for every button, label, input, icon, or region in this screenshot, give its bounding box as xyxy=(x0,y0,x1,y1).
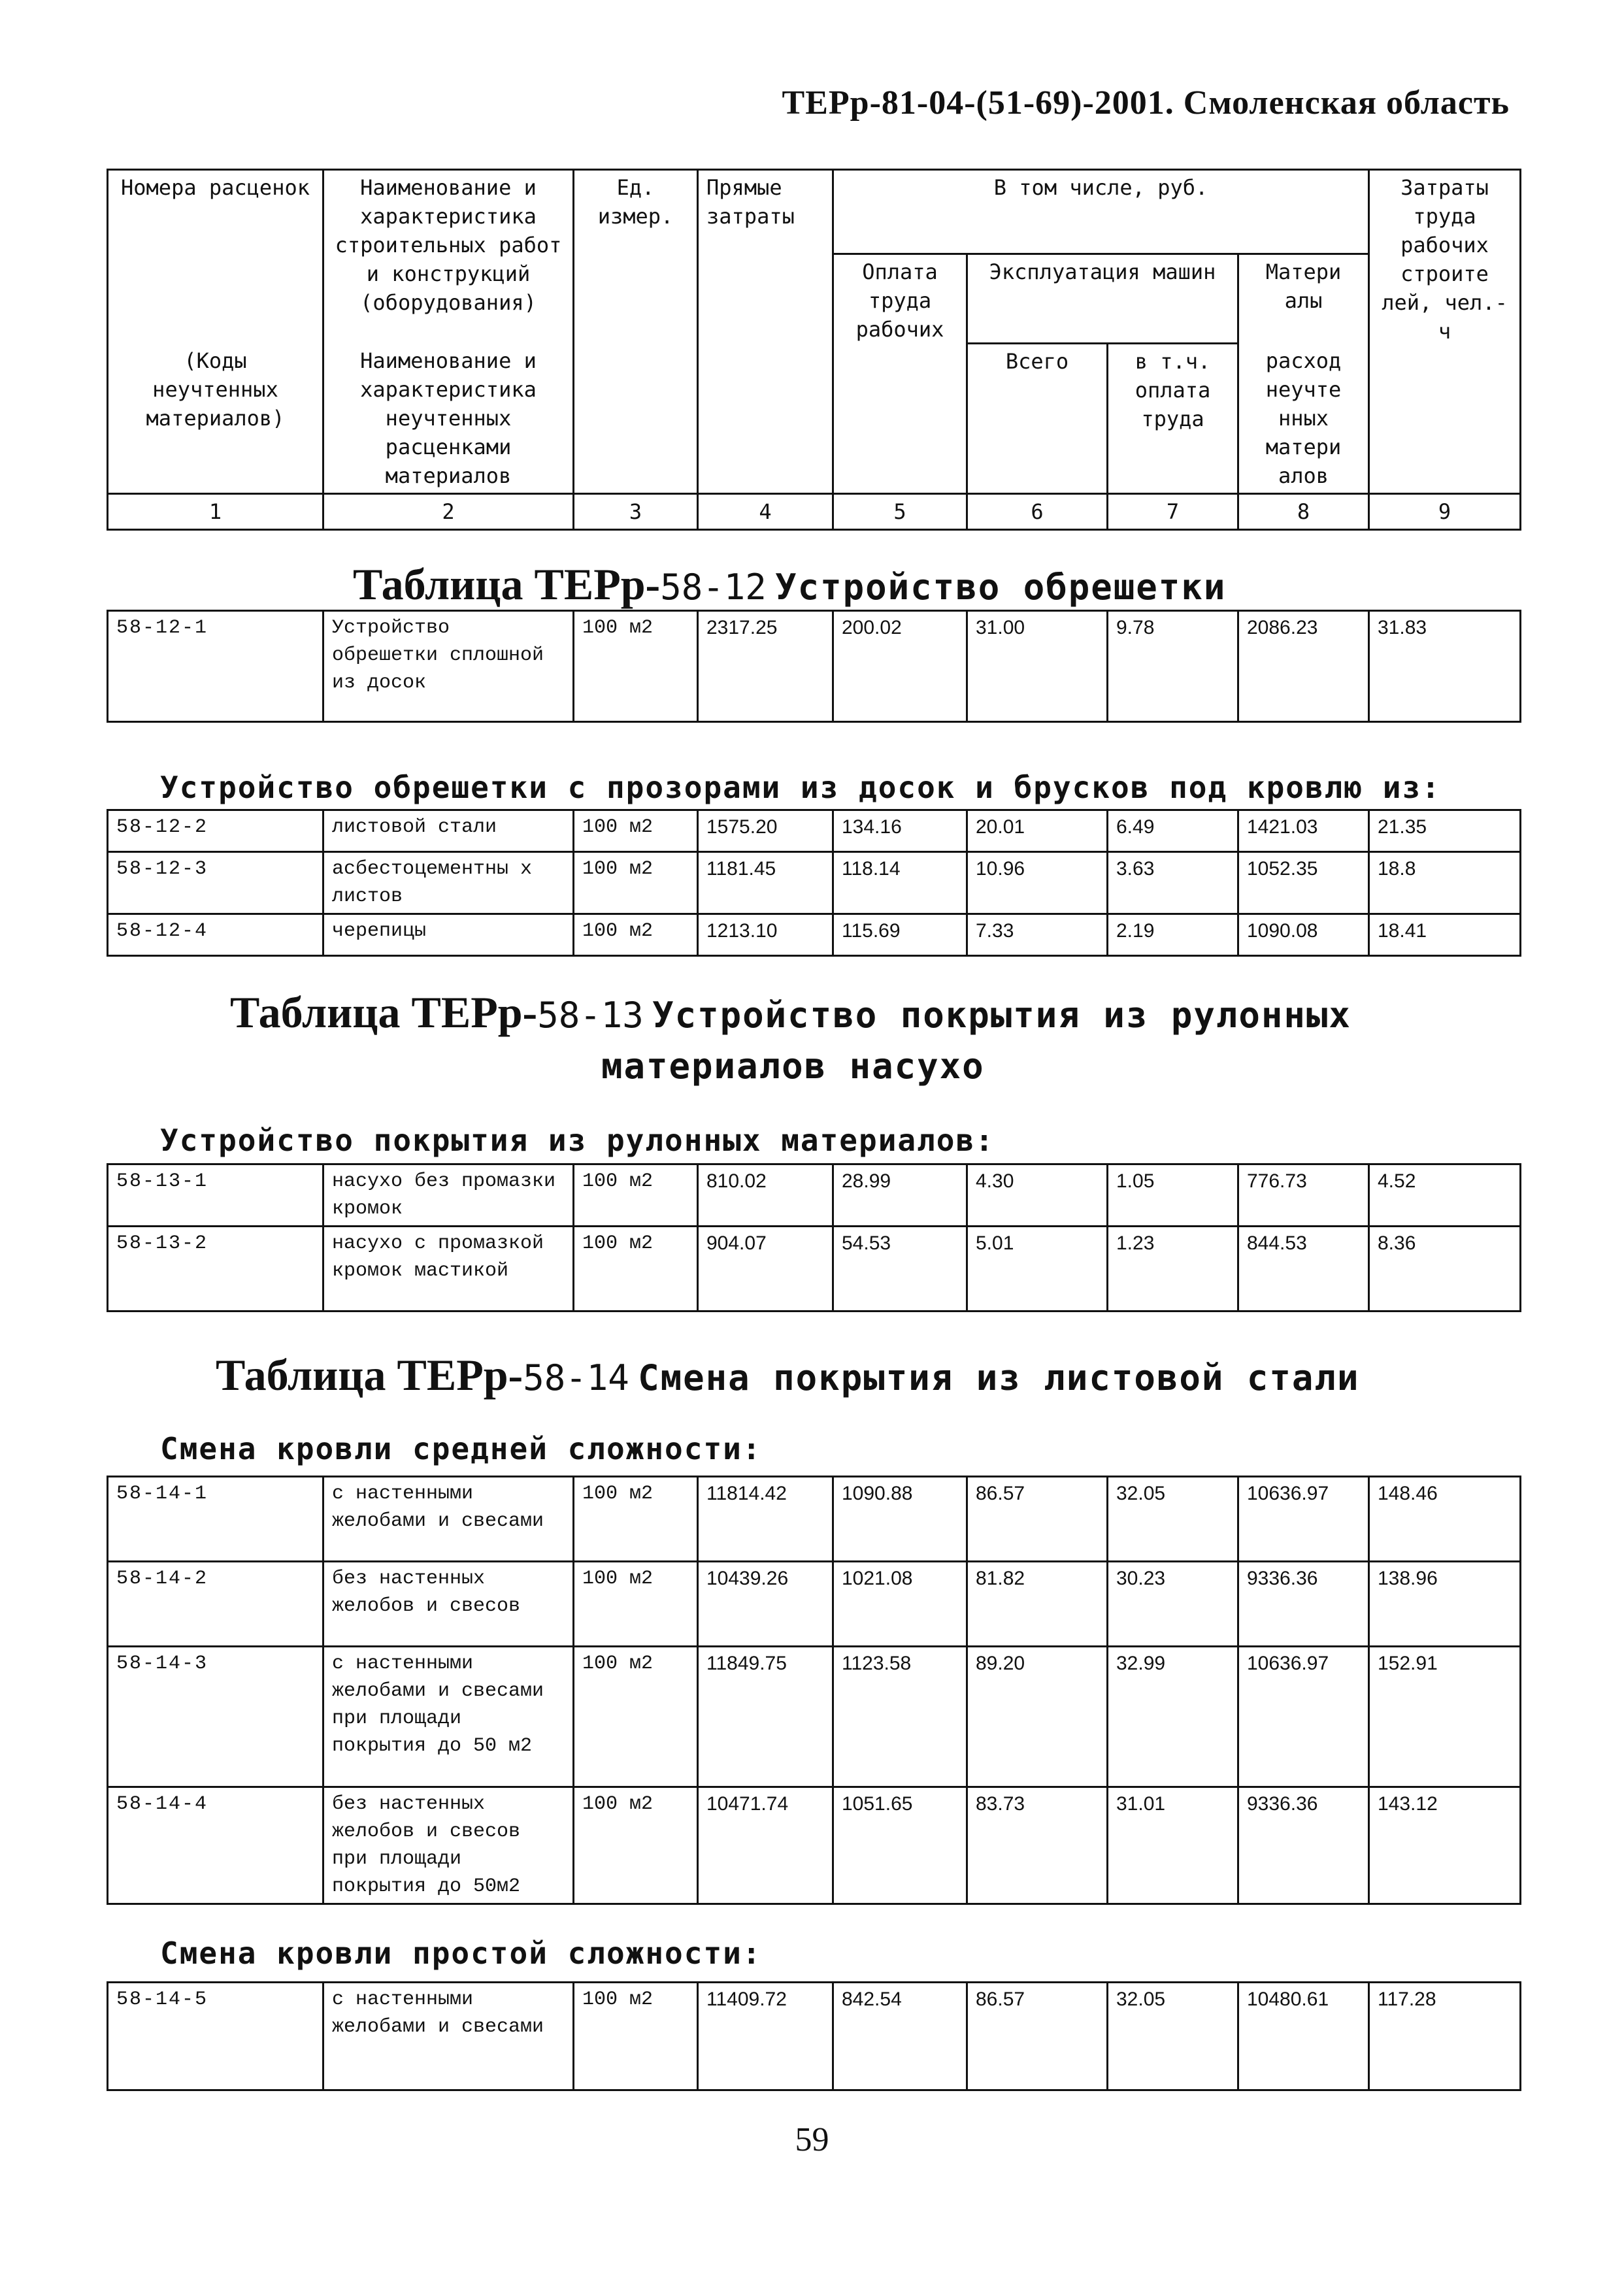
rates-table-58-14-simple xyxy=(107,1981,1521,2091)
rate-hours: 18.41 xyxy=(1369,914,1521,956)
table-row xyxy=(108,1983,1521,2090)
rate-machines-labor: 1.23 xyxy=(1108,1227,1238,1311)
rate-unit: 100 м2 xyxy=(574,1227,698,1311)
rate-materials: 776.73 xyxy=(1238,1164,1369,1227)
table-label: Таблица ТЕРр- xyxy=(216,1350,523,1400)
rate-unit: 100 м2 xyxy=(574,852,698,914)
table-row xyxy=(108,1562,1521,1647)
rate-direct: 11814.42 xyxy=(698,1477,833,1562)
rates-table-58-12-1 xyxy=(107,610,1521,723)
rate-machines-labor: 32.05 xyxy=(1108,1477,1238,1562)
header-number: 9 xyxy=(1369,493,1521,529)
rate-labor: 842.54 xyxy=(833,1983,967,2090)
rate-direct: 10471.74 xyxy=(698,1787,833,1904)
rate-code: 58-14-3 xyxy=(108,1647,323,1787)
table-row xyxy=(108,1787,1521,1904)
table-row xyxy=(108,810,1521,852)
rate-machines-labor: 32.05 xyxy=(1108,1983,1238,2090)
table-row xyxy=(108,914,1521,956)
table-row xyxy=(108,1477,1521,1562)
rate-unit: 100 м2 xyxy=(574,1983,698,2090)
header-direct-costs: Прямые затраты xyxy=(698,170,833,494)
rate-machines: 10.96 xyxy=(967,852,1108,914)
rate-materials: 1421.03 xyxy=(1238,810,1369,852)
table-name: Устройство покрытия из рулонных xyxy=(652,995,1351,1036)
header-labor-pay: Оплата труда рабочих xyxy=(833,254,967,494)
column-header-table xyxy=(107,169,1521,531)
rate-name: насухо без промазки кромок xyxy=(323,1164,574,1227)
header-materials-bottom: расход неучте нных матери алов xyxy=(1238,344,1369,494)
header-number: 4 xyxy=(698,493,833,529)
rate-direct: 11409.72 xyxy=(698,1983,833,2090)
rate-code: 58-13-1 xyxy=(108,1164,323,1227)
subheading-58-13: Устройство покрытия из рулонных материалов: xyxy=(160,1123,995,1158)
subheading-58-12: Устройство обрешетки с прозорами из досок и брусков под кровлю из: xyxy=(160,770,1441,805)
rate-code: 58-12-1 xyxy=(108,611,323,722)
rate-code: 58-14-1 xyxy=(108,1477,323,1562)
rate-unit: 100 м2 xyxy=(574,1787,698,1904)
rate-code: 58-14-2 xyxy=(108,1562,323,1647)
rate-name: с настенными желобами и свесами xyxy=(323,1983,574,2090)
rate-labor: 28.99 xyxy=(833,1164,967,1227)
header-machines: Эксплуатация машин xyxy=(967,254,1238,344)
rate-machines-labor: 30.23 xyxy=(1108,1562,1238,1647)
rate-name: с настенными желобами и свесами xyxy=(323,1477,574,1562)
rate-machines: 81.82 xyxy=(967,1562,1108,1647)
header-machines-incl-labor: в т.ч. оплата труда xyxy=(1108,344,1238,494)
rate-hours: 117.28 xyxy=(1369,1983,1521,2090)
rate-unit: 100 м2 xyxy=(574,1647,698,1787)
rate-direct: 810.02 xyxy=(698,1164,833,1227)
rate-machines: 5.01 xyxy=(967,1227,1108,1311)
rate-labor: 200.02 xyxy=(833,611,967,722)
rate-name: без настенных желобов и свесов при площади покрытия до 50м2 xyxy=(323,1787,574,1904)
rate-hours: 18.8 xyxy=(1369,852,1521,914)
rate-materials: 10480.61 xyxy=(1238,1983,1369,2090)
table-code: 58-13 xyxy=(537,995,644,1036)
subheading-58-14-medium: Смена кровли средней сложности: xyxy=(160,1431,762,1466)
rate-hours: 152.91 xyxy=(1369,1647,1521,1787)
header-labor-hours: Затраты труда рабочих строите лей, чел.-ч xyxy=(1369,170,1521,494)
rate-code: 58-12-4 xyxy=(108,914,323,956)
rate-direct: 10439.26 xyxy=(698,1562,833,1647)
rate-materials: 9336.36 xyxy=(1238,1787,1369,1904)
table-label: Таблица ТЕРр- xyxy=(230,987,538,1037)
rate-code: 58-12-2 xyxy=(108,810,323,852)
rate-hours: 31.83 xyxy=(1369,611,1521,722)
rate-materials: 2086.23 xyxy=(1238,611,1369,722)
header-col2-bottom: Наименование и характеристика неучтенных расценками материалов xyxy=(323,344,574,494)
header-number: 2 xyxy=(323,493,574,529)
rate-name: асбестоцементны х листов xyxy=(323,852,574,914)
rate-hours: 138.96 xyxy=(1369,1562,1521,1647)
header-number: 5 xyxy=(833,493,967,529)
rate-machines: 89.20 xyxy=(967,1647,1108,1787)
rate-machines: 86.57 xyxy=(967,1983,1108,2090)
running-head: ТЕРр-81-04-(51-69)-2001. Смоленская область xyxy=(782,84,1510,122)
rate-machines-labor: 31.01 xyxy=(1108,1787,1238,1904)
rate-materials: 1090.08 xyxy=(1238,914,1369,956)
table-name-line2: материалов насухо xyxy=(601,1046,985,1087)
rate-code: 58-13-2 xyxy=(108,1227,323,1311)
rate-machines: 7.33 xyxy=(967,914,1108,956)
table-code: 58-12 xyxy=(660,567,767,608)
rate-direct: 2317.25 xyxy=(698,611,833,722)
rate-machines-labor: 9.78 xyxy=(1108,611,1238,722)
rate-machines-labor: 3.63 xyxy=(1108,852,1238,914)
header-col1-bottom: (Коды неучтенных материалов) xyxy=(108,344,323,494)
rate-machines-labor: 2.19 xyxy=(1108,914,1238,956)
rate-labor: 1123.58 xyxy=(833,1647,967,1787)
page-number: 59 xyxy=(795,2121,829,2158)
table-row xyxy=(108,611,1521,722)
rate-machines: 4.30 xyxy=(967,1164,1108,1227)
rate-machines: 86.57 xyxy=(967,1477,1108,1562)
header-machines-total: Всего xyxy=(967,344,1108,494)
rate-labor: 1090.88 xyxy=(833,1477,967,1562)
rate-direct: 904.07 xyxy=(698,1227,833,1311)
rate-materials: 10636.97 xyxy=(1238,1477,1369,1562)
rate-hours: 8.36 xyxy=(1369,1227,1521,1311)
rate-unit: 100 м2 xyxy=(574,1477,698,1562)
rate-labor: 118.14 xyxy=(833,852,967,914)
rate-name: насухо с промазкой кромок мастикой xyxy=(323,1227,574,1311)
header-number: 1 xyxy=(108,493,323,529)
rate-hours: 21.35 xyxy=(1369,810,1521,852)
rate-machines: 83.73 xyxy=(967,1787,1108,1904)
rate-machines: 31.00 xyxy=(967,611,1108,722)
rate-direct: 1575.20 xyxy=(698,810,833,852)
rate-unit: 100 м2 xyxy=(574,1562,698,1647)
header-number: 3 xyxy=(574,493,698,529)
subheading-58-14-simple: Смена кровли простой сложности: xyxy=(160,1936,762,1971)
rate-unit: 100 м2 xyxy=(574,611,698,722)
rate-machines: 20.01 xyxy=(967,810,1108,852)
rate-machines-labor: 1.05 xyxy=(1108,1164,1238,1227)
table-name: Устройство обрешетки xyxy=(775,567,1227,608)
table-label: Таблица ТЕРр- xyxy=(353,559,661,609)
table-row xyxy=(108,1227,1521,1311)
rate-name: без настенных желобов и свесов xyxy=(323,1562,574,1647)
rate-labor: 1021.08 xyxy=(833,1562,967,1647)
rate-direct: 1213.10 xyxy=(698,914,833,956)
rate-direct: 1181.45 xyxy=(698,852,833,914)
rate-labor: 54.53 xyxy=(833,1227,967,1311)
table-row xyxy=(108,1647,1521,1787)
rate-unit: 100 м2 xyxy=(574,810,698,852)
rate-materials: 10636.97 xyxy=(1238,1647,1369,1787)
header-col2-top: Наименование и характеристика строительных работ и конструкций (оборудования) xyxy=(323,170,574,344)
rates-table-58-14-medium xyxy=(107,1476,1521,1905)
header-number: 7 xyxy=(1108,493,1238,529)
rates-table-58-12-2 xyxy=(107,809,1521,957)
rate-unit: 100 м2 xyxy=(574,914,698,956)
rates-table-58-13 xyxy=(107,1163,1521,1312)
table-title-58-14 xyxy=(216,1349,1359,1401)
rate-hours: 4.52 xyxy=(1369,1164,1521,1227)
rate-labor: 134.16 xyxy=(833,810,967,852)
table-row xyxy=(108,852,1521,914)
rate-name: листовой стали xyxy=(323,810,574,852)
rate-machines-labor: 6.49 xyxy=(1108,810,1238,852)
rate-hours: 148.46 xyxy=(1369,1477,1521,1562)
rate-materials: 844.53 xyxy=(1238,1227,1369,1311)
rate-labor: 115.69 xyxy=(833,914,967,956)
table-code: 58-14 xyxy=(523,1357,629,1398)
header-group: В том числе, руб. xyxy=(833,170,1369,254)
rate-code: 58-14-5 xyxy=(108,1983,323,2090)
table-title-58-12 xyxy=(353,559,1226,610)
rate-direct: 11849.75 xyxy=(698,1647,833,1787)
header-number: 6 xyxy=(967,493,1108,529)
rate-materials: 9336.36 xyxy=(1238,1562,1369,1647)
rate-materials: 1052.35 xyxy=(1238,852,1369,914)
rate-labor: 1051.65 xyxy=(833,1787,967,1904)
rate-name: Устройство обрешетки сплошной из досок xyxy=(323,611,574,722)
rate-name: с настенными желобами и свесами при площади покрытия до 50 м2 xyxy=(323,1647,574,1787)
rate-unit: 100 м2 xyxy=(574,1164,698,1227)
header-number: 8 xyxy=(1238,493,1369,529)
rate-code: 58-14-4 xyxy=(108,1787,323,1904)
rate-hours: 143.12 xyxy=(1369,1787,1521,1904)
rate-code: 58-12-3 xyxy=(108,852,323,914)
header-materials-top: Матери алы xyxy=(1238,254,1369,344)
table-title-58-13 xyxy=(230,987,1351,1038)
table-row xyxy=(108,1164,1521,1227)
header-col1-top: Номера расценок xyxy=(108,170,323,344)
table-name: Смена покрытия из листовой стали xyxy=(638,1357,1360,1398)
rate-machines-labor: 32.99 xyxy=(1108,1647,1238,1787)
header-unit: Ед. измер. xyxy=(574,170,698,494)
rate-name: черепицы xyxy=(323,914,574,956)
